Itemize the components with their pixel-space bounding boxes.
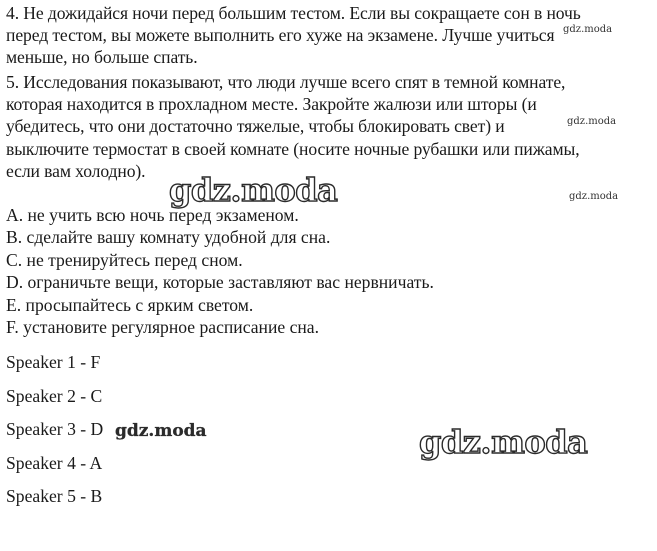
option-f: F. установите регулярное расписание сна. [6,317,320,338]
speaker-4-answer: Speaker 4 - A [6,452,103,473]
option-a: A. не учить всю ночь перед экзаменом. [6,205,299,225]
option-c: C. не тренируйтесь перед сном. [6,249,243,270]
option-e: E. просыпайтесь с ярким светом. [6,294,254,315]
watermark-medium: gdz.moda [115,421,207,441]
paragraph-line: убедитесь, что они достаточно тяжелые, чтобы блокировать свет) и [6,116,505,137]
speaker-5-answer: Speaker 5 - B [6,486,103,507]
paragraph-4 [6,2,646,69]
paragraph-line: меньше, но больше спать. [6,47,198,68]
paragraph-line: перед тестом, вы можете выполнить его хуже на экзамене. Лучше учиться [6,25,555,46]
paragraph-line: выключите термостат в своей комнате (носите ночные рубашки или пижамы, [6,138,580,159]
watermark-small: gdz.moda [569,191,619,202]
paragraph-5 [6,71,646,182]
option-d: D. ограничьте вещи, которые заставляют вас нервничать. [6,272,434,293]
paragraph-line: если вам холодно). [6,160,146,181]
watermark-small: gdz.moda [567,116,617,127]
answer-options-list [6,204,434,338]
speaker-2-answer: Speaker 2 - C [6,385,103,406]
paragraph-line: 4. Не дожидайся ночи перед большим тестом. Если вы сокращаете сон в ночь [6,3,581,23]
speaker-answers-list [6,351,103,519]
speaker-3-answer: Speaker 3 - D [6,419,104,440]
option-b: B. сделайте вашу комнату удобной для сна. [6,227,331,248]
watermark-large: gdz.moda [169,171,338,209]
speaker-1-answer: Speaker 1 - F [6,352,101,372]
paragraph-line: 5. Исследования показывают, что люди лучше всего спят в темной комнате, [6,72,566,92]
watermark-small: gdz.moda [563,24,613,35]
watermark-large: gdz.moda [419,423,588,461]
paragraph-line: которая находится в прохладном месте. Закройте жалюзи или шторы (и [6,94,537,115]
